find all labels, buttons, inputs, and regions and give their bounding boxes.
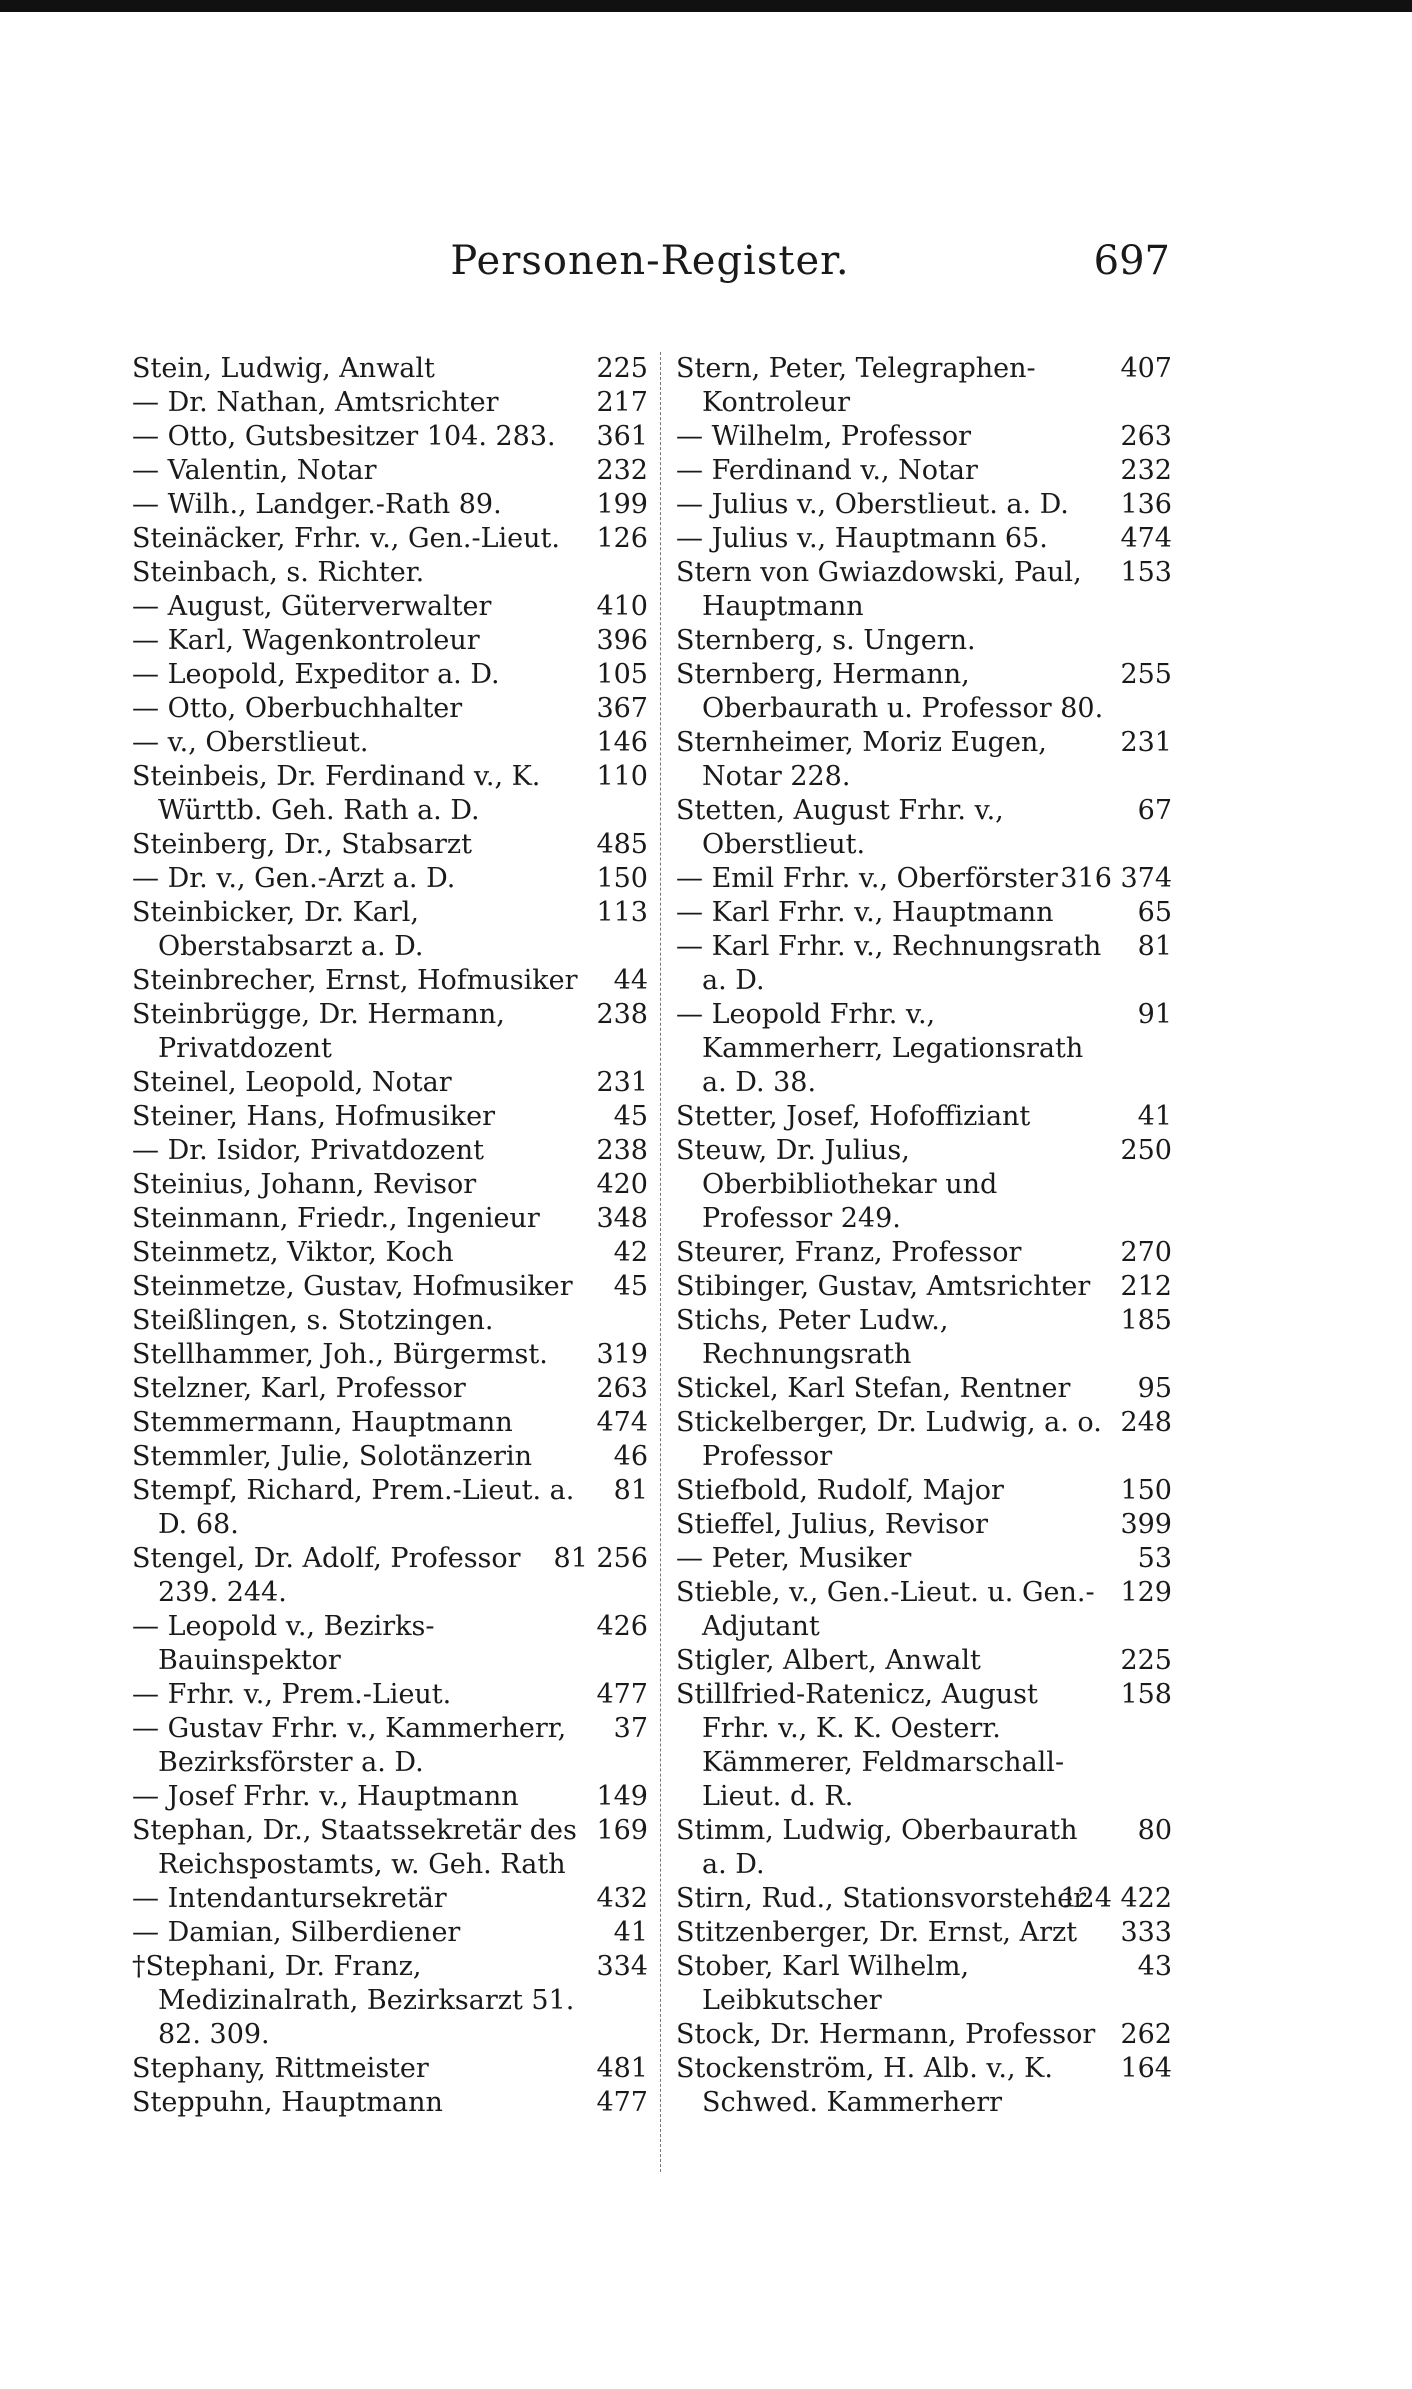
register-entry xyxy=(676,556,1172,624)
entry-name: — Karl, Wagenkontroleur xyxy=(132,625,480,656)
entry-page-number: 136 xyxy=(1120,489,1172,520)
entry-name: — Karl Frhr. v., Rechnungsrath a. D. xyxy=(676,931,1102,996)
entry-name: Stemmler, Julie, Solotänzerin xyxy=(132,1441,532,1472)
entry-name: Stempf, Richard, Prem.-Lieut. a. D. 68. xyxy=(132,1475,575,1540)
entry-name: — Intendantursekretär xyxy=(132,1883,447,1914)
entry-page-number: 199 xyxy=(596,489,648,520)
entry-name: — Leopold v., Bezirks-Bauinspektor xyxy=(132,1611,435,1676)
entry-page-number: 225 xyxy=(596,353,648,384)
entry-name: — Julius v., Oberstlieut. a. D. xyxy=(676,489,1069,520)
register-entry xyxy=(676,1644,1172,1678)
page-title: Personen-Register. xyxy=(450,238,850,284)
entry-page-number: 316 374 xyxy=(1060,863,1172,894)
entry-name: Steurer, Franz, Professor xyxy=(676,1237,1022,1268)
register-entry xyxy=(676,2052,1172,2120)
entry-page-number: 169 xyxy=(596,1815,648,1846)
entry-page-number: 396 xyxy=(596,625,648,656)
entry-name: — Leopold Frhr. v., Kammerherr, Legationsrath a. D. 38. xyxy=(676,999,1084,1098)
register-entry xyxy=(676,420,1172,454)
entry-name: — Dr. Nathan, Amtsrichter xyxy=(132,387,499,418)
page-header xyxy=(130,238,1170,288)
entry-name: Sternheimer, Moriz Eugen, Notar 228. xyxy=(676,727,1047,792)
entry-page-number: 262 xyxy=(1120,2019,1172,2050)
entry-name: Stibinger, Gustav, Amtsrichter xyxy=(676,1271,1091,1302)
register-entry xyxy=(132,454,648,488)
register-entry xyxy=(676,1372,1172,1406)
register-entry xyxy=(132,556,648,590)
entry-page-number: 126 xyxy=(596,523,648,554)
entry-page-number: 263 xyxy=(1120,421,1172,452)
entry-page-number: 217 xyxy=(596,387,648,418)
register-entry xyxy=(676,1508,1172,1542)
entry-name: — Gustav Frhr. v., Kammerherr, Bezirksförster a. D. xyxy=(132,1713,567,1778)
entry-name: †Stephani, Dr. Franz, Medizinalrath, Bezirksarzt 51. 82. 309. xyxy=(132,1951,575,2050)
top-edge-band xyxy=(0,0,1412,12)
entry-page-number: 420 xyxy=(596,1169,648,1200)
register-entry xyxy=(132,658,648,692)
entry-page-number: 232 xyxy=(1120,455,1172,486)
entry-name: Stitzenberger, Dr. Ernst, Arzt xyxy=(676,1917,1078,1948)
entry-page-number: 41 xyxy=(613,1917,648,1948)
register-entry xyxy=(132,692,648,726)
register-entry xyxy=(676,1814,1172,1882)
entry-page-number: 46 xyxy=(613,1441,648,1472)
entry-name: Steppuhn, Hauptmann xyxy=(132,2087,443,2118)
entry-page-number: 41 xyxy=(1137,1101,1172,1132)
entry-name: — Damian, Silberdiener xyxy=(132,1917,461,1948)
entry-name: — Josef Frhr. v., Hauptmann xyxy=(132,1781,519,1812)
entry-page-number: 42 xyxy=(613,1237,648,1268)
register-entry xyxy=(676,658,1172,726)
entry-page-number: 426 xyxy=(596,1611,648,1642)
register-entry xyxy=(676,862,1172,896)
register-entry xyxy=(132,726,648,760)
entry-page-number: 105 xyxy=(596,659,648,690)
entry-name: — Dr. v., Gen.-Arzt a. D. xyxy=(132,863,456,894)
entry-page-number: 185 xyxy=(1120,1305,1172,1336)
entry-name: — Peter, Musiker xyxy=(676,1543,912,1574)
entry-page-number: 481 xyxy=(596,2053,648,2084)
register-entry xyxy=(132,522,648,556)
entry-name: Steinäcker, Frhr. v., Gen.-Lieut. xyxy=(132,523,560,554)
register-entry xyxy=(132,1474,648,1542)
register-entry xyxy=(132,1780,648,1814)
register-entry xyxy=(132,896,648,964)
left-column xyxy=(132,352,648,2120)
register-entry xyxy=(676,624,1172,658)
entry-name: — Otto, Oberbuchhalter xyxy=(132,693,463,724)
register-entry xyxy=(132,386,648,420)
entry-name: — Karl Frhr. v., Hauptmann xyxy=(676,897,1054,928)
register-entry xyxy=(676,2018,1172,2052)
register-entry xyxy=(132,1814,648,1882)
register-entry xyxy=(132,1134,648,1168)
register-entry xyxy=(132,964,648,998)
entry-page-number: 232 xyxy=(596,455,648,486)
register-entry xyxy=(132,590,648,624)
register-entry xyxy=(132,624,648,658)
register-entry xyxy=(132,1712,648,1780)
register-entry xyxy=(132,1304,648,1338)
entry-page-number: 367 xyxy=(596,693,648,724)
entry-page-number: 485 xyxy=(596,829,648,860)
page-number: 697 xyxy=(1093,238,1170,284)
entry-page-number: 81 256 xyxy=(553,1543,648,1574)
column-divider xyxy=(660,352,661,2172)
entry-name: — Valentin, Notar xyxy=(132,455,377,486)
entry-name: Steinius, Johann, Revisor xyxy=(132,1169,477,1200)
entry-page-number: 319 xyxy=(596,1339,648,1370)
entry-name: — August, Güterverwalter xyxy=(132,591,492,622)
entry-page-number: 43 xyxy=(1137,1951,1172,1982)
entry-page-number: 67 xyxy=(1137,795,1172,826)
entry-page-number: 153 xyxy=(1120,557,1172,588)
register-entry xyxy=(676,1542,1172,1576)
register-entry xyxy=(132,2052,648,2086)
register-entry xyxy=(132,1066,648,1100)
entry-name: Stichs, Peter Ludw., Rechnungsrath xyxy=(676,1305,949,1370)
entry-page-number: 432 xyxy=(596,1883,648,1914)
register-entry xyxy=(132,1916,648,1950)
entry-page-number: 225 xyxy=(1120,1645,1172,1676)
register-entry xyxy=(676,1134,1172,1236)
entry-name: Stern von Gwiazdowski, Paul, Hauptmann xyxy=(676,557,1082,622)
entry-name: Stern, Peter, Telegraphen-Kontroleur xyxy=(676,353,1036,418)
register-entry xyxy=(132,1236,648,1270)
register-entry xyxy=(132,1100,648,1134)
entry-name: Sternberg, Hermann, Oberbaurath u. Professor 80. xyxy=(676,659,1104,724)
entry-page-number: 238 xyxy=(596,999,648,1030)
entry-name: — Leopold, Expeditor a. D. xyxy=(132,659,500,690)
entry-name: Stein, Ludwig, Anwalt xyxy=(132,353,435,384)
entry-page-number: 113 xyxy=(596,897,648,928)
entry-page-number: 250 xyxy=(1120,1135,1172,1166)
entry-page-number: 263 xyxy=(596,1373,648,1404)
entry-name: Stelzner, Karl, Professor xyxy=(132,1373,466,1404)
register-entry xyxy=(132,352,648,386)
entry-name: Stieffel, Julius, Revisor xyxy=(676,1509,989,1540)
entry-name: Steuw, Dr. Julius, Oberbibliothekar und Professor 249. xyxy=(676,1135,998,1234)
entry-page-number: 53 xyxy=(1137,1543,1172,1574)
entry-name: — Wilh., Landger.-Rath 89. xyxy=(132,489,502,520)
register-entry xyxy=(676,1474,1172,1508)
register-entry xyxy=(676,454,1172,488)
register-entry xyxy=(676,1270,1172,1304)
register-entry xyxy=(132,1542,648,1610)
entry-name: Stephany, Rittmeister xyxy=(132,2053,429,2084)
entry-page-number: 407 xyxy=(1120,353,1172,384)
entry-page-number: 81 xyxy=(613,1475,648,1506)
entry-name: Steinbeis, Dr. Ferdinand v., K. Württb. Geh. Rath a. D. xyxy=(132,761,541,826)
register-entry xyxy=(676,522,1172,556)
entry-name: Steinmetz, Viktor, Koch xyxy=(132,1237,454,1268)
entry-page-number: 110 xyxy=(596,761,648,792)
entry-name: — Wilhelm, Professor xyxy=(676,421,972,452)
entry-name: Stock, Dr. Hermann, Professor xyxy=(676,2019,1096,2050)
entry-name: Steinmann, Friedr., Ingenieur xyxy=(132,1203,540,1234)
entry-page-number: 44 xyxy=(613,965,648,996)
entry-page-number: 248 xyxy=(1120,1407,1172,1438)
right-column xyxy=(676,352,1172,2120)
entry-page-number: 231 xyxy=(596,1067,648,1098)
entry-page-number: 91 xyxy=(1137,999,1172,1030)
entry-page-number: 149 xyxy=(596,1781,648,1812)
entry-name: — Ferdinand v., Notar xyxy=(676,455,978,486)
entry-name: Stickel, Karl Stefan, Rentner xyxy=(676,1373,1071,1404)
entry-page-number: 37 xyxy=(613,1713,648,1744)
entry-page-number: 95 xyxy=(1137,1373,1172,1404)
entry-name: — Frhr. v., Prem.-Lieut. xyxy=(132,1679,452,1710)
entry-page-number: 477 xyxy=(596,1679,648,1710)
entry-page-number: 399 xyxy=(1120,1509,1172,1540)
register-entry xyxy=(132,1678,648,1712)
register-entry xyxy=(676,896,1172,930)
register-entry xyxy=(676,794,1172,862)
entry-name: Stengel, Dr. Adolf, Professor 239. 244. xyxy=(132,1543,521,1608)
register-entry xyxy=(676,1950,1172,2018)
entry-name: — Otto, Gutsbesitzer 104. 283. xyxy=(132,421,556,452)
entry-name: Steinel, Leopold, Notar xyxy=(132,1067,452,1098)
register-entry xyxy=(132,1610,648,1678)
entry-page-number: 361 xyxy=(596,421,648,452)
entry-name: Steinberg, Dr., Stabsarzt xyxy=(132,829,472,860)
entry-page-number: 45 xyxy=(613,1101,648,1132)
register-entry xyxy=(132,760,648,828)
entry-page-number: 212 xyxy=(1120,1271,1172,1302)
register-entry xyxy=(676,1678,1172,1814)
entry-page-number: 231 xyxy=(1120,727,1172,758)
entry-name: Stickelberger, Dr. Ludwig, a. o. Professor xyxy=(676,1407,1102,1472)
entry-page-number: 474 xyxy=(1120,523,1172,554)
entry-name: Stigler, Albert, Anwalt xyxy=(676,1645,981,1676)
entry-page-number: 348 xyxy=(596,1203,648,1234)
register-entry xyxy=(676,352,1172,420)
register-entry xyxy=(132,828,648,862)
entry-name: Stiefbold, Rudolf, Major xyxy=(676,1475,1004,1506)
entry-page-number: 129 xyxy=(1120,1577,1172,1608)
entry-name: Stillfried-Ratenicz, August Frhr. v., K. K. Oesterr. Kämmerer, Feldmarschall-Lieut. d. R. xyxy=(676,1679,1065,1812)
entry-name: Steinbicker, Dr. Karl, Oberstabsarzt a. D. xyxy=(132,897,424,962)
entry-name: — Emil Frhr. v., Oberförster xyxy=(676,863,1058,894)
register-entry xyxy=(676,1916,1172,1950)
entry-name: Stirn, Rud., Stationsvorsteher xyxy=(676,1883,1086,1914)
entry-page-number: 124 422 xyxy=(1060,1883,1172,1914)
entry-name: Steinmetze, Gustav, Hofmusiker xyxy=(132,1271,573,1302)
register-entry xyxy=(676,1406,1172,1474)
entry-name: — Julius v., Hauptmann 65. xyxy=(676,523,1048,554)
register-entry xyxy=(676,930,1172,998)
entry-page-number: 333 xyxy=(1120,1917,1172,1948)
entry-page-number: 150 xyxy=(1120,1475,1172,1506)
entry-name: Stephan, Dr., Staatssekretär des Reichspostamts, w. Geh. Rath xyxy=(132,1815,577,1880)
entry-page-number: 45 xyxy=(613,1271,648,1302)
register-entry xyxy=(132,1882,648,1916)
entry-page-number: 158 xyxy=(1120,1679,1172,1710)
register-entry xyxy=(676,1236,1172,1270)
entry-page-number: 150 xyxy=(596,863,648,894)
register-entry xyxy=(132,2086,648,2120)
entry-page-number: 477 xyxy=(596,2087,648,2118)
entry-page-number: 410 xyxy=(596,591,648,622)
entry-page-number: 334 xyxy=(596,1951,648,1982)
entry-name: Steiner, Hans, Hofmusiker xyxy=(132,1101,496,1132)
entry-name: Steinbrügge, Dr. Hermann, Privatdozent xyxy=(132,999,505,1064)
entry-name: Steißlingen, s. Stotzingen. xyxy=(132,1305,494,1336)
register-entry xyxy=(676,1576,1172,1644)
entry-name: Stemmermann, Hauptmann xyxy=(132,1407,513,1438)
register-entry xyxy=(132,1270,648,1304)
register-entry xyxy=(132,1202,648,1236)
entry-page-number: 270 xyxy=(1120,1237,1172,1268)
register-entry xyxy=(132,420,648,454)
entry-page-number: 474 xyxy=(596,1407,648,1438)
entry-page-number: 81 xyxy=(1137,931,1172,962)
entry-name: Stetter, Josef, Hofoffiziant xyxy=(676,1101,1031,1132)
register-entry xyxy=(132,862,648,896)
entry-page-number: 146 xyxy=(596,727,648,758)
entry-name: Stimm, Ludwig, Oberbaurath a. D. xyxy=(676,1815,1078,1880)
register-entry xyxy=(132,488,648,522)
entry-name: — Dr. Isidor, Privatdozent xyxy=(132,1135,485,1166)
entry-page-number: 80 xyxy=(1137,1815,1172,1846)
entry-name: Steinbach, s. Richter. xyxy=(132,557,425,588)
register-entry xyxy=(676,488,1172,522)
register-entry xyxy=(132,1168,648,1202)
entry-name: Steinbrecher, Ernst, Hofmusiker xyxy=(132,965,578,996)
register-entry xyxy=(676,998,1172,1100)
register-entry xyxy=(676,1100,1172,1134)
entry-name: Stieble, v., Gen.-Lieut. u. Gen.-Adjutant xyxy=(676,1577,1095,1642)
entry-name: — v., Oberstlieut. xyxy=(132,727,369,758)
register-entry xyxy=(132,1440,648,1474)
entry-name: Stellhammer, Joh., Bürgermst. xyxy=(132,1339,548,1370)
register-entry xyxy=(132,1950,648,2052)
entry-page-number: 164 xyxy=(1120,2053,1172,2084)
entry-name: Sternberg, s. Ungern. xyxy=(676,625,976,656)
register-entry xyxy=(132,998,648,1066)
register-entry xyxy=(676,726,1172,794)
entry-name: Stober, Karl Wilhelm, Leibkutscher xyxy=(676,1951,970,2016)
register-entry xyxy=(676,1304,1172,1372)
entry-page-number: 65 xyxy=(1137,897,1172,928)
register-entry xyxy=(132,1338,648,1372)
register-entry xyxy=(132,1372,648,1406)
entry-name: Stetten, August Frhr. v., Oberstlieut. xyxy=(676,795,1004,860)
entry-name: Stockenström, H. Alb. v., K. Schwed. Kammerherr xyxy=(676,2053,1053,2118)
entry-page-number: 255 xyxy=(1120,659,1172,690)
register-entry xyxy=(676,1882,1172,1916)
entry-page-number: 238 xyxy=(596,1135,648,1166)
register-entry xyxy=(132,1406,648,1440)
